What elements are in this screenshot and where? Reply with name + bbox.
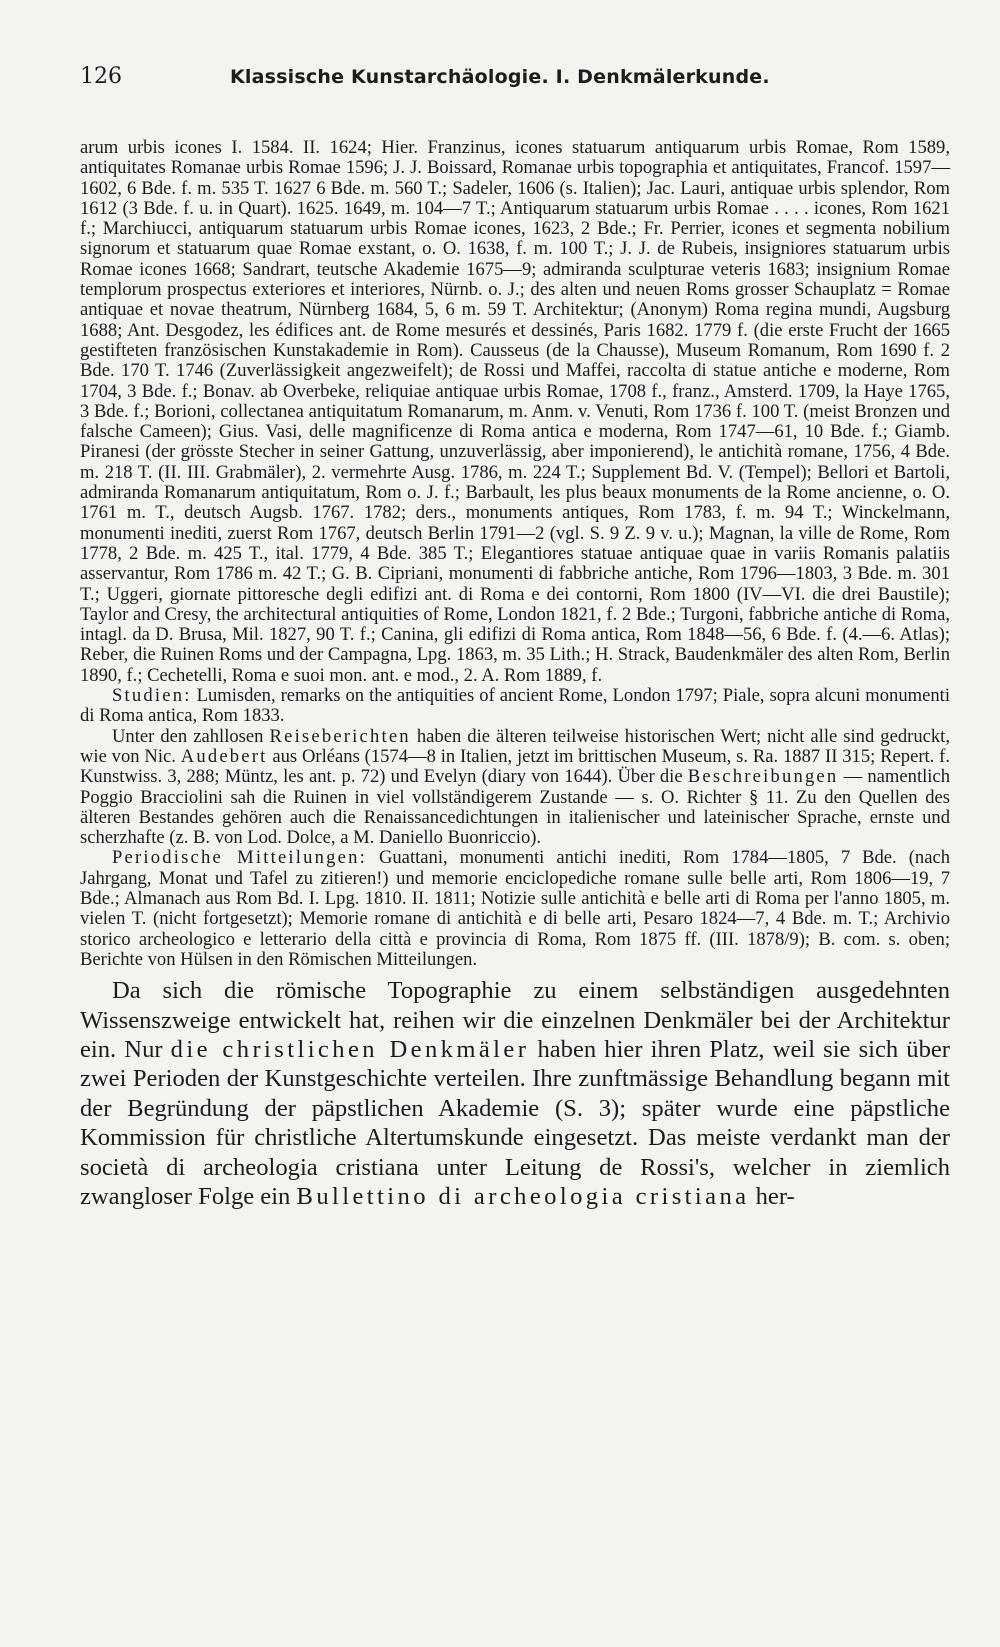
page-number: 126	[80, 64, 122, 89]
studien-paragraph	[80, 686, 950, 727]
periodische-paragraph	[80, 848, 950, 970]
studien-text: Lumisden, remarks on the antiquities of ancient Rome, London 1797; Piale, sopra alcuni monumenti di Roma antica, Rom 1833.	[80, 685, 950, 727]
beschreibungen-term: Beschreibungen	[687, 766, 839, 788]
main-spaced-1: die christlichen Denkmäler	[170, 1035, 530, 1063]
main-text-paragraph	[80, 976, 950, 1211]
main-text-1: Da sich die römische Topographie zu einem selbständigen ausgedehnten Wissenszweige entwickelt hat, reihen wir die einzelnen Denkmäler bei der Architektur ein. Nur	[80, 977, 950, 1063]
main-spaced-2: Bullettino di archeologia cristiana	[296, 1183, 750, 1211]
audebert-name: Audebert	[180, 745, 268, 767]
studien-label: Studien:	[112, 685, 192, 707]
periodische-text: Guattani, monumenti antichi inediti, Rom 1784—1805, 7 Bde. (nach Jahrgang, Monat und Tafel zu zitieren!) und memorie enciclopediche romane sulle belle arti, Rom 1806—19, 7 Bde.; Almanach aus Rom Bd. I. Lpg. 1810. II. 1811; Notizie sulle antichità e belle arti di Roma per l'anno 1805, m. vielen T. (nicht fortgesetzt); Memorie romane di antichità e di belle arti, Pesaro 1824—7, 4 Bde. m. T.; Archivio storico archeologico e letterario della città e provincia di Roma, Rom 1875 ff. (III. 1878/9); B. com. s. oben; Berichte von Hülsen in den Römischen Mitteilungen.	[80, 847, 950, 970]
bibliography-paragraph	[80, 138, 950, 686]
reise-text-3: aus Orléans (1574—8 in Italien, jetzt im brittischen Museum, s. Ra. 1887 II 315; Repert. f. Kunstwiss. 3, 288; Müntz, les ant. p. 72) und Evelyn (diary von 1644). Über die	[80, 745, 950, 788]
reise-text-2: haben die älteren teilweise historischen Wert; nicht alle sind gedruckt, wie von Nic.	[80, 725, 950, 767]
reise-text-4: — namentlich Poggio Bracciolini sah die Ruinen in viel vollständigerem Zustande — s. O. Richter § 11. Zu den Quellen des älteren Bestandes gehören auch die Renaissancedichtungen in italienischer und lateinischer Sprache, ernste und scherzhafte (z. B. von Lod. Dolce, a M. Daniello Buonriccio).	[80, 766, 950, 849]
reise-spaced-term: Reiseberichten	[269, 725, 411, 747]
bibliography-text: arum urbis icones I. 1584. II. 1624; Hier. Franzinus, icones statuarum antiquarum urbis Romae, Rom 1589, antiquitates Romanae urbis Romae 1596; J. J. Boissard, Romanae urbis topographia et antiquitates, Francof. 1597—1602, 6 Bde. f. m. 535 T. 1627 6 Bde. m. 560 T.; Sadeler, 1606 (s. Italien); Jac. Lauri, antiquae urbis splendor, Rom 1612 (3 Bde. f. u. in Quart). 1625. 1649, m. 104—7 T.; Antiquarum statuarum urbis Romae . . . . icones, Rom 1621 f.; Marchiucci, antiquarum statuarum urbis Romae icones, 1623, 2 Bde.; Fr. Perrier, icones et segmenta nobilium signorum et statuarum quae Romae exstant, o. O. 1638, f. m. 100 T.; J. J. de Rubeis, insigniores statuarum urbis Romae icones 1668; Sandrart, teutsche Akademie 1675—9; admiranda sculpturae veteris 1683; insignium Romae templorum prospectus exteriores et interiores, Nürnb. o. J.; des alten und neuen Roms grosser Schauplatz = Romae antiquae et novae theatrum, Nürnberg 1684, 5, 6 m. 59 T. Architektur; (Anonym) Roma regina mundi, Augsburg 1688; Ant. Desgodez, les édifices ant. de Rome mesurés et dessinés, Paris 1682. 1779 f. (die erste Frucht der 1665 gestifteten französischen Kunstakademie in Rom). Causseus (de la Chausse), Museum Romanum, Rom 1690 f. 2 Bde. 170 T. 1746 (Zuverlässigkeit angezweifelt); de Rossi und Maffei, raccolta di statue antiche e moderne, Rom 1704, 3 Bde. f.; Bonav. ab Overbeke, reliquiae antiquae urbis Romae, 1708 f., franz., Amsterd. 1709, la Haye 1765, 3 Bde. f.; Borioni, collectanea antiquitatum Romanarum, m. Anm. v. Venuti, Rom 1736 f. 100 T. (meist Bronzen und falsche Cameen); Gius. Vasi, delle magnificenze di Roma antica e moderna, Rom 1747—61, 10 Bde. f.; Giamb. Piranesi (der grösste Stecher in seiner Gattung, unzuverlässig, aber imponierend), le antichità romane, 1756, 4 Bde. m. 218 T. (II. III. Grabmäler), 2. vermehrte Ausg. 1786, m. 224 T.; Supplement Bd. V. (Tempel); Bellori et Bartoli, admiranda Romanarum antiquitatum, Rom o. J. f.; Barbault, les plus beaux monuments de la Rome ancienne, o. O. 1761 m. T., deutsch Augsb. 1767. 1782; ders., monuments antiques, Rom 1783, f. m. 94 T.; Winckelmann, monumenti inediti, zuerst Rom 1767, deutsch Berlin 1791—2 (vgl. S. 9 Z. 9 v. u.); Magnan, la ville de Rome, Rom 1778, 2 Bde. m. 425 T., ital. 1779, 4 Bde. 385 T.; Elegantiores statuae antiquae quae in variis Romanis palatiis asservantur, Rom 1786 m. 42 T.; G. B. Cipriani, monumenti di fabbriche antiche, Rom 1796—1803, 3 Bde. m. 301 T.; Uggeri, giornate pittoresche degli edifizi ant. di Roma e dei contorni, Rom 1800 (IV—VI. die drei Baustile); Taylor and Cresy, the architectural antiquities of Rome, London 1821, f. 2 Bde.; Turgoni, fabbriche antiche di Roma, intagl. da D. Brusa, Mil. 1827, 90 T. f.; Canina, gli edifizi di Roma antica, Rom 1848—56, 6 Bde. f. (4.—6. Atlas); Reber, die Ruinen Roms und der Campagna, Lpg. 1863, m. 35 Lith.; H. Strack, Baudenkmäler des alten Rom, Berlin 1890, f.; Cechetelli, Roma e suoi mon. ant. e mod., 2. A. Rom 1889, f.	[80, 137, 950, 686]
reise-text-1: Unter den zahllosen	[112, 725, 270, 747]
running-title: Klassische Kunstarchäologie. I. Denkmälerkunde.	[230, 66, 770, 88]
main-text-2: haben hier ihren Platz, weil sie sich über zwei Perioden der Kunstgeschichte verteilen. Ihre zunftmässige Behandlung begann mit der Begründung der päpstlichen Akademie (S. 3); später wurde eine päpstliche Kommission für christliche Altertumskunde eingesetzt. Das meiste verdankt man der società di archeologia cristiana unter Leitung de Rossi's, welcher in ziemlich zwangloser Folge ein	[80, 1035, 950, 1211]
main-text-3: her-	[749, 1183, 795, 1211]
bibliography-block	[80, 138, 950, 970]
page-header	[80, 64, 950, 104]
periodische-label: Periodische Mitteilungen:	[112, 847, 367, 869]
reiseberichte-paragraph	[80, 727, 950, 849]
